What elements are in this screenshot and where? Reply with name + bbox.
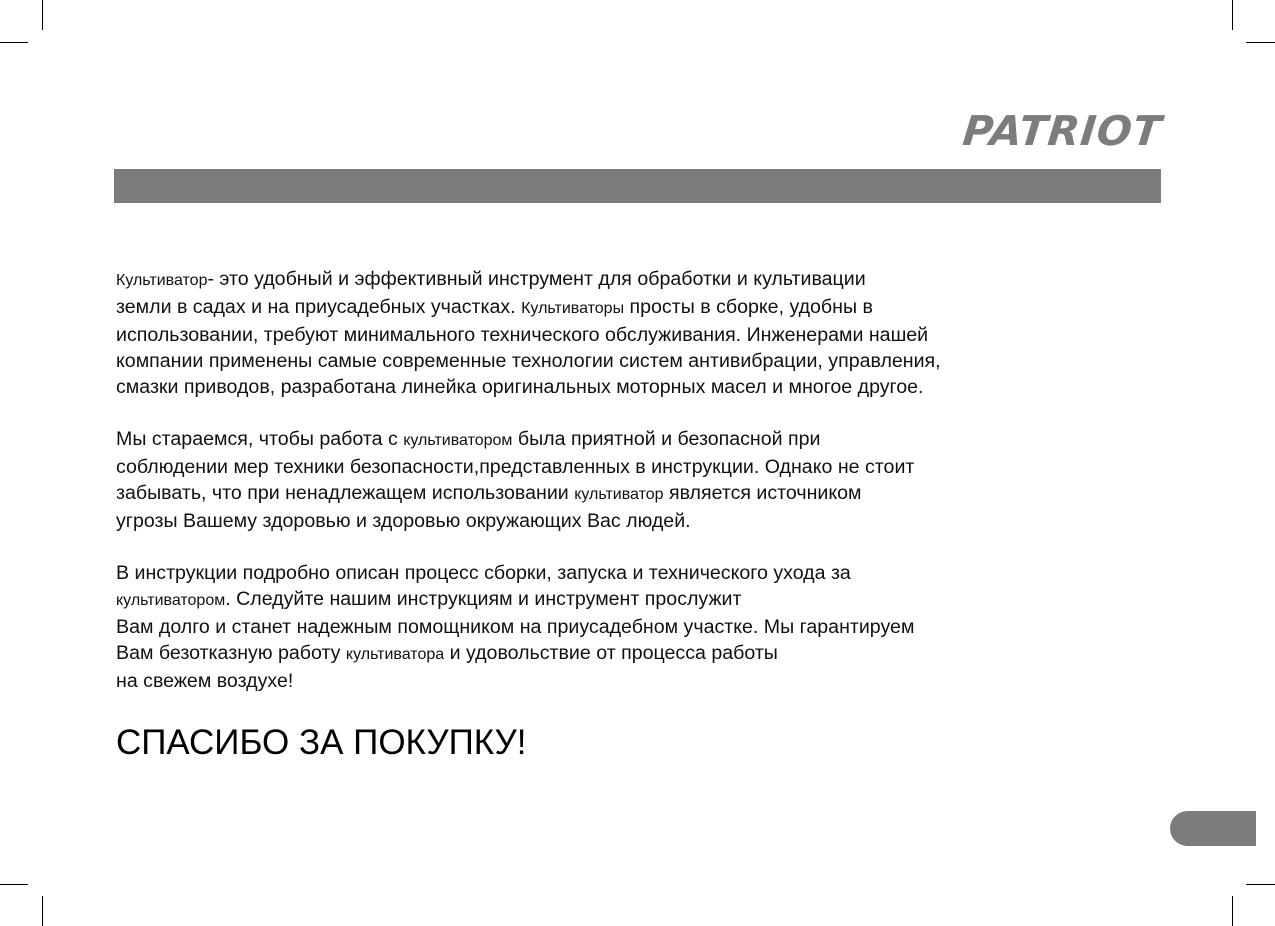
text-segment: земли в садах и на приусадебных участках.: [116, 296, 516, 318]
text-segment: компании применены самые современные технологии систем антивибрации, управления,: [116, 350, 941, 372]
product-word: Культиватор: [116, 272, 208, 289]
text-line: [116, 560, 1076, 586]
text-segment: просты в сборке, удобны в: [629, 296, 873, 318]
text-segment: Вам долго и станет надежным помощником на приусадебном участке. Мы гарантируем: [116, 616, 915, 638]
intro-text: [116, 266, 1076, 720]
page-number-tab: [1170, 811, 1256, 846]
paragraph-safety: [116, 426, 1076, 534]
text-line: [116, 322, 1076, 348]
crop-mark: [0, 42, 28, 43]
paragraph-instructions: [116, 560, 1076, 694]
text-segment: - это удобный и эффективный инструмент для обработки и культивации: [207, 268, 866, 290]
text-segment: на свежем воздухе!: [116, 670, 294, 692]
product-word: культиватором: [116, 592, 226, 609]
crop-mark: [42, 896, 43, 926]
crop-mark: [1246, 42, 1275, 43]
brand-logo: [910, 106, 1165, 155]
text-segment: угрозы Вашему здоровью и здоровью окружающих Вас людей.: [116, 510, 691, 532]
text-line: [116, 294, 1076, 322]
paragraph-intro: [116, 266, 1076, 400]
text-segment: Вам безотказную работу: [116, 642, 341, 664]
text-segment: является источником: [668, 482, 862, 504]
text-segment: . Следуйте нашим инструкциям и инструмент прослужит: [225, 588, 742, 610]
text-line: [116, 454, 1076, 480]
text-segment: забывать, что при ненадлежащем использовании: [116, 482, 569, 504]
text-segment: Мы стараемся, чтобы работа с: [116, 428, 398, 450]
product-word: культиватора: [345, 646, 445, 663]
text-segment: была приятной и безопасной при: [512, 428, 821, 450]
text-segment: и удовольствие от процесса работы: [449, 642, 778, 664]
crop-mark: [1232, 0, 1233, 30]
text-line: [116, 640, 1076, 668]
text-line: [116, 614, 1076, 640]
crop-mark: [1246, 884, 1275, 885]
thanks-heading: СПАСИБО ЗА ПОКУПКУ!: [116, 723, 527, 762]
product-word: культиватором: [403, 432, 513, 449]
text-segment: смазки приводов, разработана линейка оригинальных моторных масел и многое другое.: [116, 376, 924, 398]
crop-mark: [42, 0, 43, 30]
text-line: [116, 668, 1076, 694]
product-word: культиватор: [574, 486, 664, 503]
text-line: [116, 586, 1076, 614]
text-line: [116, 374, 1076, 400]
crop-mark: [0, 884, 28, 885]
logo-text: PATRIOT: [960, 106, 1165, 155]
header-bar: [114, 169, 1161, 203]
text-line: [116, 508, 1076, 534]
text-segment: использовании, требуют минимального технического обслуживания. Инженерами нашей: [116, 324, 929, 346]
text-line: [116, 426, 1076, 454]
text-line: [116, 480, 1076, 508]
text-line: [116, 266, 1076, 294]
text-line: [116, 348, 1076, 374]
crop-mark: [1232, 896, 1233, 926]
text-segment: В инструкции подробно описан процесс сборки, запуска и технического ухода за: [116, 562, 851, 584]
text-segment: соблюдении мер техники безопасности,представленных в инструкции. Однако не стоит: [116, 456, 915, 478]
product-word: Культиваторы: [521, 300, 625, 317]
